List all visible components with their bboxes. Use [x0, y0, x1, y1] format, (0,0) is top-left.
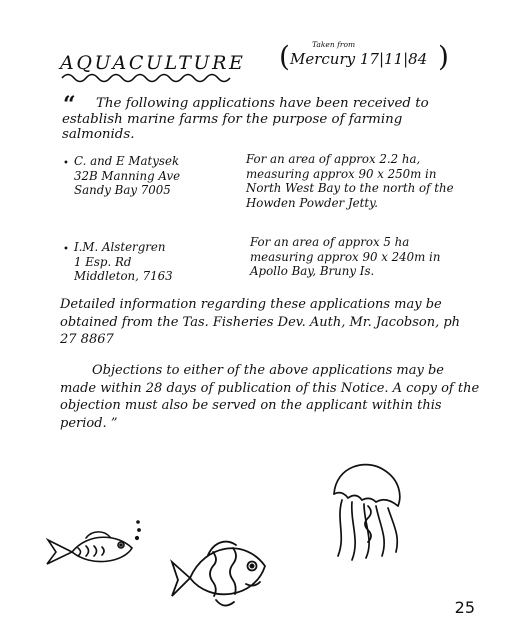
source-paren-left: ( [279, 40, 290, 73]
applicant-name: I.M. Alstergren [74, 240, 166, 254]
page-title: AQUACULTURE [60, 52, 246, 74]
applicant-city: Middleton, 7163 [74, 269, 173, 283]
applicant-address [74, 240, 234, 284]
opening-quote-mark: “ [63, 92, 76, 118]
page-number: 25 [454, 598, 475, 617]
bullet-icon: • [63, 244, 69, 255]
closing-quote-mark: ” [110, 415, 118, 431]
applicant-address [74, 154, 234, 198]
applicant-street: 1 Esp. Rd [74, 254, 132, 269]
wave-underline [60, 70, 235, 84]
source-citation: Mercury 17|11|84 [290, 50, 428, 68]
applicant-name: C. and E Matysek [74, 154, 180, 168]
application-description: For an area of approx 2.2 ha, measuring approx 90 x 250m in North West Bay to the north of the Howden Powder Jetty. [246, 152, 454, 210]
objections-text: Objections to either of the above applications may be made within 28 days of publication of this Notice. A copy of the objection must also be served on the applicant within this period. [60, 363, 480, 431]
clownfish-icon [172, 542, 265, 606]
small-fish-icon [47, 521, 140, 564]
intro-paragraph: The following applications have been received to establish marine farms for the purpose of farming salmonids. [62, 96, 429, 142]
source-paren-right: ) [438, 40, 449, 73]
applicant-street: 32B Manning Ave [74, 168, 181, 183]
detail-paragraph: Detailed information regarding these applications may be obtained from the Tas. Fisheries Dev. Auth, Mr. Jacobson, ph 27 8867 [60, 297, 461, 347]
source-taken-label: Taken from [312, 40, 356, 49]
bullet-icon: • [63, 158, 69, 169]
objections-paragraph [60, 362, 480, 432]
application-description: For an area of approx 5 ha measuring approx 90 x 240m in Apollo Bay, Bruny Is. [250, 235, 441, 278]
jellyfish-icon [334, 465, 400, 560]
applicant-city: Sandy Bay 7005 [74, 183, 171, 197]
